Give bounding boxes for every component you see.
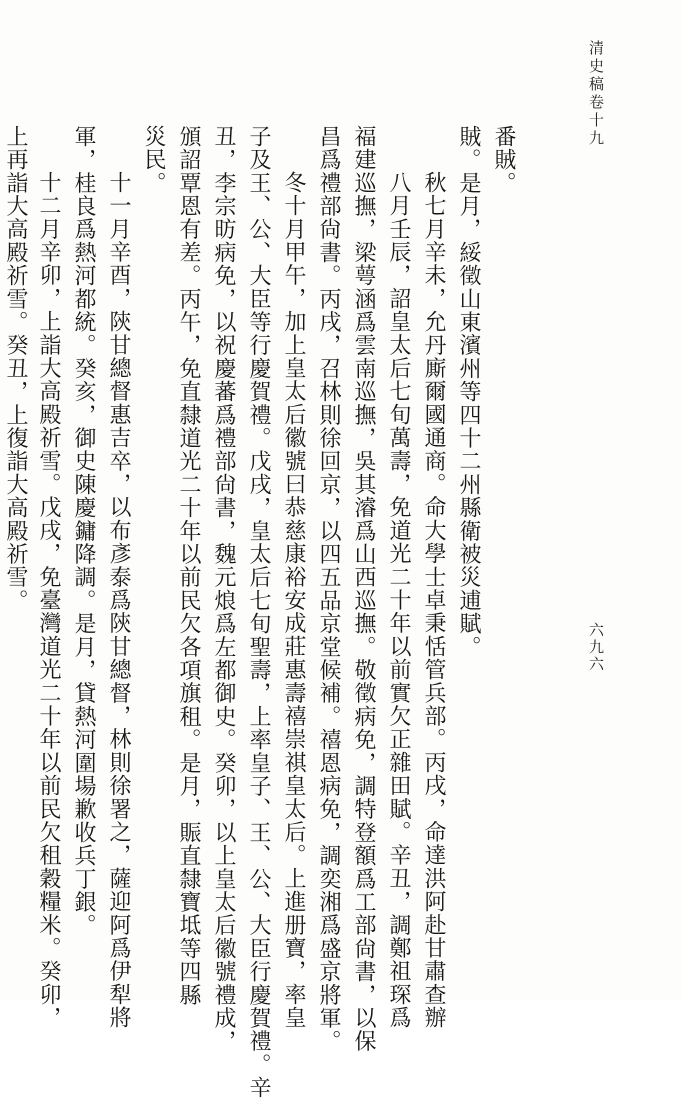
text-column: 冬十月甲午，加上皇太后徽號曰恭慈康裕安成莊惠壽禧崇祺皇太后。上進册寶，率皇 — [281, 171, 306, 1030]
text-column: 福建巡撫，梁萼涵爲雲南巡撫，吳其濬爲山西巡撫。敬徵病免，調特登額爲工部尙書，以保 — [351, 125, 376, 1053]
text-column: 秋七月辛未，允丹廝爾國通商。命大學士卓秉恬管兵部。丙戌，命達洪阿赴甘肅查辦 — [421, 171, 446, 1030]
text-column: 賊。是月，綏徵山東濱州等四十二州縣衛被災逋賦。 — [456, 125, 481, 659]
text-column: 十二月辛卯，上詣大高殿祈雪。戊戌，免臺灣道光二十年以前民欠租穀糧米。癸卯， — [36, 171, 61, 1030]
text-column: 八月壬辰，詔皇太后七旬萬壽，免道光二十年以前實欠正雜田賦。辛丑，調鄭祖琛爲 — [386, 171, 411, 1030]
text-column: 昌爲禮部尙書。丙戌，召林則徐回京，以四五品京堂候補。禧恩病免，調奕湘爲盛京將軍。 — [316, 125, 341, 1053]
text-column: 上再詣大高殿祈雪。癸丑，上復詣大高殿祈雪。 — [3, 125, 28, 613]
text-column: 災民。 — [141, 125, 166, 195]
page-number: 六九六 — [587, 622, 605, 673]
text-column: 番賊。 — [491, 125, 516, 195]
text-column: 子及王、公、大臣等行慶賀禮。戊戌，皇太后七旬聖壽，上率皇子、王、公、大臣行慶賀禮。辛 — [246, 125, 271, 1099]
text-column: 丑，李宗昉病免，以祝慶蕃爲禮部尙書，魏元烺爲左都御史。癸卯，以上皇太后徽號禮成， — [211, 125, 236, 1053]
text-column: 十一月辛酉，陝甘總督惠吉卒，以布彥泰爲陝甘總督，林則徐署之，薩迎阿爲伊犁將 — [106, 171, 131, 1030]
text-column: 軍，桂良爲熱河都統。癸亥，御史陳慶鏞降調。是月，貸熱河圍場歉收兵丁銀。 — [71, 125, 96, 937]
text-column: 頒詔覃恩有差。丙午，免直隸道光二十年以前民欠各項旗租。是月，賑直隸寶坻等四縣 — [176, 125, 201, 1007]
book-title: 清史稿卷十九 — [587, 40, 605, 148]
